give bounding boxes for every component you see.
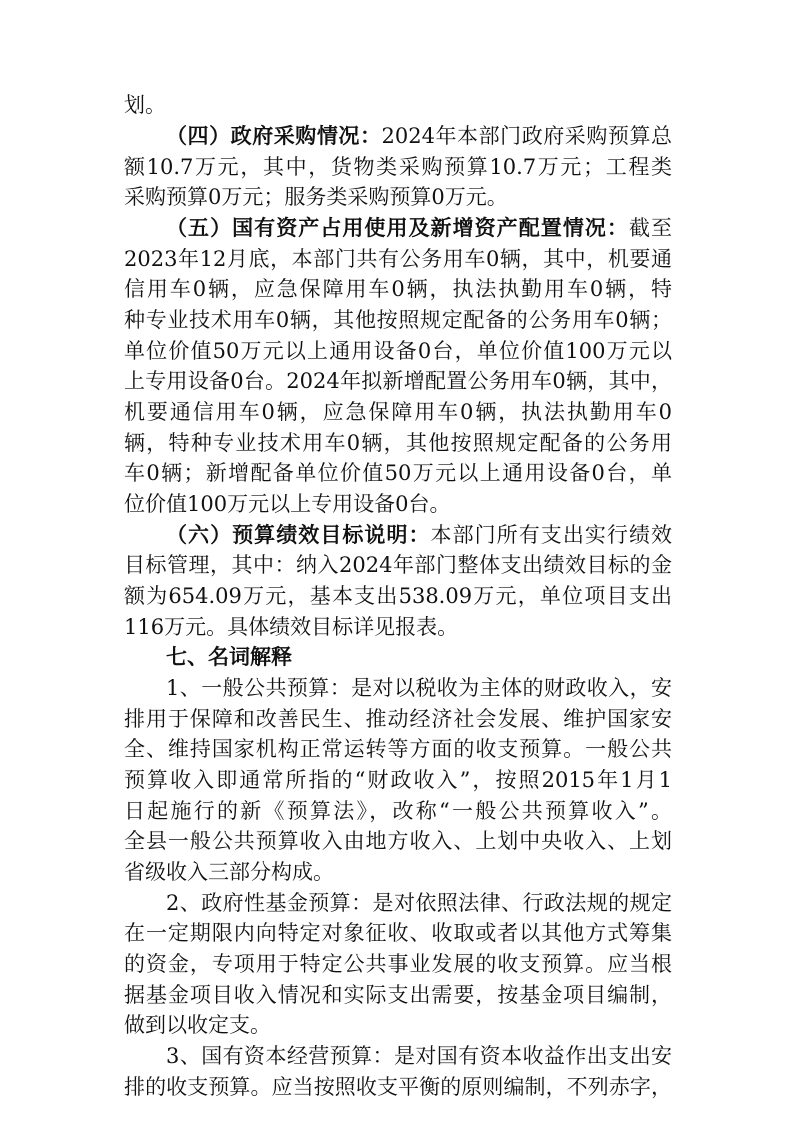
text-span: 上专用设备0台。2024年拟新增配置公务用车0辆，其中， bbox=[124, 369, 672, 393]
text-line bbox=[124, 397, 672, 427]
text-line bbox=[166, 673, 672, 703]
text-span: 的资金，专项用于特定公共事业发展的收支预算。应当根 bbox=[124, 952, 672, 976]
text-span: 位价值100万元以上专用设备0台。 bbox=[124, 492, 451, 516]
paragraph-heading-line bbox=[166, 121, 672, 151]
text-span: 种专业技术用车0辆，其他按照规定配备的公务用车0辆； bbox=[124, 308, 672, 332]
text-span: 截至 bbox=[628, 216, 672, 240]
text-line bbox=[124, 244, 672, 274]
text-span: 采购预算0万元；服务类采购预算0万元。 bbox=[124, 185, 508, 209]
text-line bbox=[124, 980, 672, 1010]
text-line bbox=[124, 182, 672, 212]
text-line bbox=[124, 826, 672, 856]
text-span: 额10.7万元，其中，货物类采购预算10.7万元；工程类 bbox=[124, 155, 672, 179]
text-line bbox=[124, 1072, 672, 1102]
text-line bbox=[124, 489, 672, 519]
text-span: 3、国有资本经营预算：是对国有资本收益作出支出安 bbox=[166, 1044, 672, 1068]
text-line bbox=[124, 458, 672, 488]
text-span: 1、一般公共预算：是对以税收为主体的财政收入，安 bbox=[166, 676, 672, 700]
text-span: 排的收支预算。应当按照收支平衡的原则编制，不列赤字， bbox=[124, 1075, 672, 1099]
text-line bbox=[124, 428, 672, 458]
paragraph-heading-line bbox=[166, 213, 672, 243]
text-line bbox=[124, 305, 672, 335]
text-line bbox=[124, 857, 672, 887]
text-span: 全、维持国家机构正常运转等方面的收支预算。一般公共 bbox=[124, 737, 672, 761]
text-span: 据基金项目收入情况和实际支出需要，按基金项目编制， bbox=[124, 983, 672, 1007]
text-span: 在一定期限内向特定对象征收、收取或者以其他方式筹集 bbox=[124, 921, 672, 945]
text-line bbox=[124, 1010, 672, 1040]
text-line bbox=[124, 765, 672, 795]
text-line bbox=[124, 366, 672, 396]
text-span: 做到以收定支。 bbox=[124, 1013, 271, 1037]
text-line bbox=[166, 888, 672, 918]
text-line bbox=[124, 918, 672, 948]
text-span: 车0辆；新增配备单位价值50万元以上通用设备0台，单 bbox=[124, 461, 672, 485]
text-line bbox=[124, 550, 672, 580]
text-line bbox=[124, 704, 672, 734]
text-span: 日起施行的新《预算法》，改称“一般公共预算收入”。 bbox=[124, 799, 672, 823]
text-line bbox=[124, 796, 672, 826]
section-heading-assets: （五）国有资产占用使用及新增资产配置情况： bbox=[166, 215, 629, 240]
text-line bbox=[124, 90, 672, 120]
text-line bbox=[124, 612, 672, 642]
text-span: 2、政府性基金预算：是对依照法律、行政法规的规定 bbox=[166, 891, 672, 915]
text-span: 划。 bbox=[124, 93, 166, 117]
text-span: 2023年12月底，本部门共有公务用车0辆，其中，机要通 bbox=[124, 247, 672, 271]
text-span: 单位价值50万元以上通用设备0台，单位价值100万元以 bbox=[124, 339, 672, 363]
text-line bbox=[166, 1041, 672, 1071]
text-line bbox=[124, 949, 672, 979]
text-line bbox=[124, 734, 672, 764]
section-heading-procurement: （四）政府采购情况： bbox=[166, 123, 382, 148]
text-span: 辆，特种专业技术用车0辆，其他按照规定配备的公务用 bbox=[124, 431, 672, 455]
text-line bbox=[124, 336, 672, 366]
paragraph-heading-line bbox=[166, 520, 672, 550]
text-span: 2024年本部门政府采购预算总 bbox=[381, 124, 672, 148]
text-span: 机要通信用车0辆，应急保障用车0辆，执法执勤用车0 bbox=[124, 400, 672, 424]
section-title: 七、名词解释 bbox=[166, 644, 292, 669]
text-span: 信用车0辆，应急保障用车0辆，执法执勤用车0辆，特 bbox=[124, 277, 672, 301]
text-line bbox=[124, 152, 672, 182]
text-span: 额为654.09万元，基本支出538.09万元，单位项目支出 bbox=[124, 584, 672, 608]
text-span: 预算收入即通常所指的“财政收入”，按照2015年1月1 bbox=[124, 768, 672, 792]
section-heading-glossary bbox=[166, 642, 672, 672]
text-span: 省级收入三部分构成。 bbox=[124, 860, 334, 884]
text-line bbox=[124, 274, 672, 304]
text-span: 116万元。具体绩效目标详见报表。 bbox=[124, 615, 459, 639]
section-heading-performance: （六）预算绩效目标说明： bbox=[166, 522, 431, 547]
text-span: 目标管理，其中：纳入2024年部门整体支出绩效目标的金 bbox=[124, 553, 672, 577]
text-span: 全县一般公共预算收入由地方收入、上划中央收入、上划 bbox=[124, 829, 672, 853]
text-line bbox=[124, 581, 672, 611]
text-span: 排用于保障和改善民生、推动经济社会发展、维护国家安 bbox=[124, 707, 672, 731]
text-span: 本部门所有支出实行绩效 bbox=[430, 523, 673, 547]
